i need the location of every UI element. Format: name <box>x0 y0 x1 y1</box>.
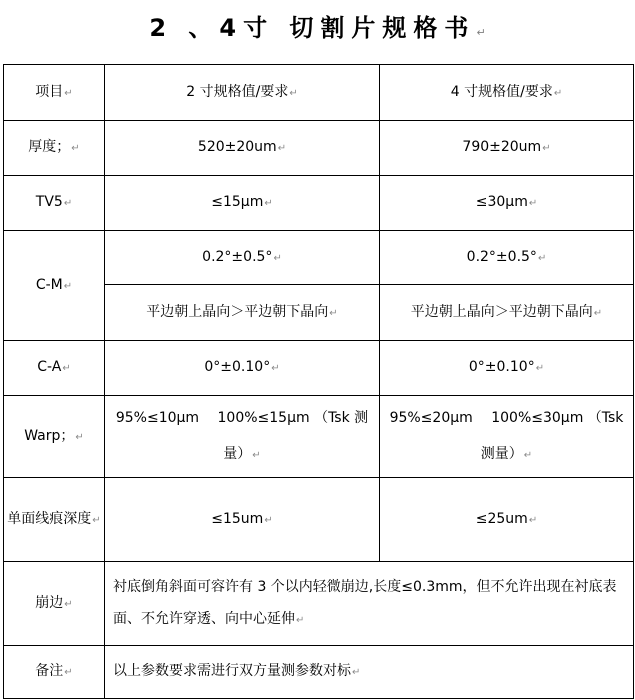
cell-mark-icon: ↵ <box>252 449 261 461</box>
table-row-header <box>4 65 634 121</box>
cell-mark-icon: ↵ <box>289 87 298 99</box>
ca-label-cell: C-A↵ <box>4 341 105 396</box>
table-row-thickness <box>4 121 634 176</box>
cell-mark-icon: ↵ <box>352 667 361 678</box>
tv5-2inch-cell: ≤15μm↵ <box>105 176 380 231</box>
header-2inch-cell: 2 寸规格值/要求↵ <box>105 65 380 121</box>
header-4inch-cell: 4 寸规格值/要求↵ <box>380 65 634 121</box>
cell-mark-icon: ↵ <box>63 280 73 292</box>
cell-mark-icon: ↵ <box>523 449 533 461</box>
thickness-4inch-cell: 790±20um↵ <box>380 121 634 176</box>
cell-mark-icon: ↵ <box>528 514 538 526</box>
warp-label-cell: Warp；↵ <box>4 396 105 478</box>
cell-mark-icon: ↵ <box>277 143 287 154</box>
thickness-2inch-cell: 520±20um↵ <box>105 121 380 176</box>
table-row-tv5 <box>4 176 634 231</box>
tv5-4inch-cell: ≤30μm↵ <box>380 176 634 231</box>
cell-mark-icon: ↵ <box>296 614 305 626</box>
table-row-saw-mark <box>4 478 634 562</box>
warp-4inch-cell: 95%≤20μm 100%≤30μm （Tsk 测量）↵ <box>380 396 634 478</box>
cm-direction-4inch-cell: 平边朝上晶向＞平边朝下晶向↵ <box>380 285 634 341</box>
remark-label-cell: 备注↵ <box>4 646 105 699</box>
cell-mark-icon: ↵ <box>593 307 603 319</box>
cm-angle-4inch-cell: 0.2°±0.5°↵ <box>380 231 634 285</box>
paragraph-mark-icon: ↵ <box>476 26 486 39</box>
cm-direction-2inch-cell: 平边朝上晶向＞平边朝下晶向↵ <box>105 285 380 341</box>
table-row-cm-angle <box>4 231 634 285</box>
cell-mark-icon: ↵ <box>64 87 73 99</box>
cell-mark-icon: ↵ <box>64 667 73 678</box>
saw-mark-4inch-cell: ≤25um↵ <box>380 478 634 562</box>
cell-mark-icon: ↵ <box>63 198 73 209</box>
saw-mark-2inch-cell: ≤15um↵ <box>105 478 380 562</box>
cm-label-cell: C-M↵ <box>4 231 105 341</box>
cell-mark-icon: ↵ <box>75 431 84 443</box>
cell-mark-icon: ↵ <box>264 198 273 209</box>
cell-mark-icon: ↵ <box>528 198 538 209</box>
title-text: 2 、4寸 切割片规格书 <box>149 14 476 42</box>
ca-4inch-cell: 0°±0.10°↵ <box>380 341 634 396</box>
saw-mark-label-cell: 单面线痕深度↵ <box>4 478 105 562</box>
spec-table <box>3 64 634 699</box>
cell-mark-icon: ↵ <box>329 307 338 319</box>
cell-mark-icon: ↵ <box>553 87 563 99</box>
cell-mark-icon: ↵ <box>535 363 545 374</box>
cell-mark-icon: ↵ <box>92 514 101 526</box>
cell-mark-icon: ↵ <box>271 363 280 374</box>
table-row-ca <box>4 341 634 396</box>
tv5-label-cell: TV5↵ <box>4 176 105 231</box>
cell-mark-icon: ↵ <box>542 143 551 154</box>
cell-mark-icon: ↵ <box>537 252 547 264</box>
cell-mark-icon: ↵ <box>71 143 80 154</box>
table-row-remark <box>4 646 634 699</box>
chipping-label-cell: 崩边↵ <box>4 562 105 646</box>
cm-angle-2inch-cell: 0.2°±0.5°↵ <box>105 231 380 285</box>
thickness-label-cell: 厚度；↵ <box>4 121 105 176</box>
chipping-value-cell: 衬底倒角斜面可容许有 3 个以内轻微崩边,长度≤0.3mm，但不允许出现在衬底表面、不允许穿透、向中心延伸↵ <box>105 562 634 646</box>
remark-value-cell: 以上参数要求需进行双方量测参数对标↵ <box>105 646 634 699</box>
cell-mark-icon: ↵ <box>273 252 282 264</box>
table-row-chipping <box>4 562 634 646</box>
ca-2inch-cell: 0°±0.10°↵ <box>105 341 380 396</box>
cell-mark-icon: ↵ <box>64 598 73 610</box>
header-item-cell: 项目↵ <box>4 65 105 121</box>
warp-2inch-cell: 95%≤10μm 100%≤15μm （Tsk 测量）↵ <box>105 396 380 478</box>
cell-mark-icon: ↵ <box>264 514 273 526</box>
document-title <box>0 8 635 48</box>
table-row-warp <box>4 396 634 478</box>
cell-mark-icon: ↵ <box>62 363 71 374</box>
